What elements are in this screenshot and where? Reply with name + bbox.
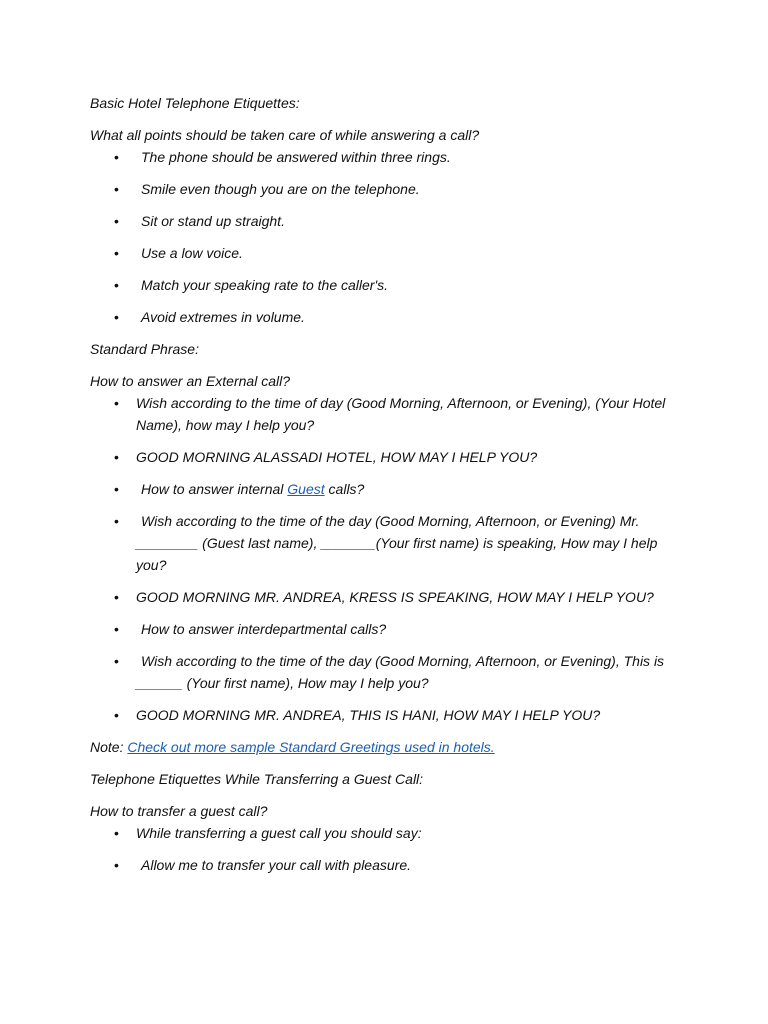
bullet-icon: •: [114, 481, 119, 497]
list-item: • Wish according to the time of the day (Good Morning, Afternoon, or Evening), This is ______ (Your first name), How may I help you?: [90, 650, 680, 694]
list-item: • GOOD MORNING ALASSADI HOTEL, HOW MAY I HELP YOU?: [90, 446, 680, 468]
answering-question: What all points should be taken care of while answering a call?: [90, 127, 480, 143]
bullet-icon: •: [114, 149, 119, 165]
document-title: Basic Hotel Telephone Etiquettes:: [90, 95, 300, 111]
list-item: • How to answer interdepartmental calls?: [90, 618, 680, 640]
document-body: [90, 92, 680, 876]
bullet-icon: •: [114, 449, 119, 465]
list-item: • Wish according to the time of day (Good Morning, Afternoon, or Evening), (Your Hotel Name), how may I help you?: [90, 392, 680, 436]
list-item: • Allow me to transfer your call with pleasure.: [90, 854, 680, 876]
transfer-list: [90, 822, 680, 876]
list-item: • Use a low voice.: [90, 242, 680, 264]
bullet-icon: •: [114, 707, 119, 723]
note-label: Note:: [90, 739, 124, 755]
bullet-icon: •: [114, 309, 119, 325]
list-item: • Smile even though you are on the telephone.: [90, 178, 680, 200]
bullet-icon: •: [114, 245, 119, 261]
list-item: • How to answer internal Guest calls?: [90, 478, 680, 500]
bullet-icon: •: [114, 181, 119, 197]
bullet-icon: •: [114, 653, 119, 669]
bullet-icon: •: [114, 825, 119, 841]
list-item: • Avoid extremes in volume.: [90, 306, 680, 328]
list-item: • GOOD MORNING MR. ANDREA, KRESS IS SPEAKING, HOW MAY I HELP YOU?: [90, 586, 680, 608]
standard-phrase-heading: Standard Phrase:: [90, 341, 199, 357]
list-item: • The phone should be answered within three rings.: [90, 146, 680, 168]
external-call-question: How to answer an External call?: [90, 373, 290, 389]
phrase-list: [90, 392, 680, 726]
bullet-icon: •: [114, 213, 119, 229]
list-item: • Wish according to the time of the day (Good Morning, Afternoon, or Evening) Mr. ________ (Guest last name), _______(Your first name) is speaking, How may I help you?: [90, 510, 680, 576]
bullet-icon: •: [114, 589, 119, 605]
bullet-icon: •: [114, 857, 119, 873]
list-item: • Match your speaking rate to the caller's.: [90, 274, 680, 296]
list-item: • While transferring a guest call you should say:: [90, 822, 680, 844]
transfer-question: How to transfer a guest call?: [90, 803, 268, 819]
list-item: • Sit or stand up straight.: [90, 210, 680, 232]
bullet-icon: •: [114, 395, 119, 411]
bullet-icon: •: [114, 513, 119, 529]
standard-greetings-link[interactable]: Check out more sample Standard Greetings used in hotels.: [127, 739, 495, 755]
guest-link[interactable]: Guest: [287, 481, 325, 497]
note-line: [90, 736, 680, 758]
answering-points-list: [90, 146, 680, 328]
bullet-icon: •: [114, 621, 119, 637]
bullet-icon: •: [114, 277, 119, 293]
list-item: • GOOD MORNING MR. ANDREA, THIS IS HANI, HOW MAY I HELP YOU?: [90, 704, 680, 726]
transfer-heading: Telephone Etiquettes While Transferring a Guest Call:: [90, 771, 424, 787]
